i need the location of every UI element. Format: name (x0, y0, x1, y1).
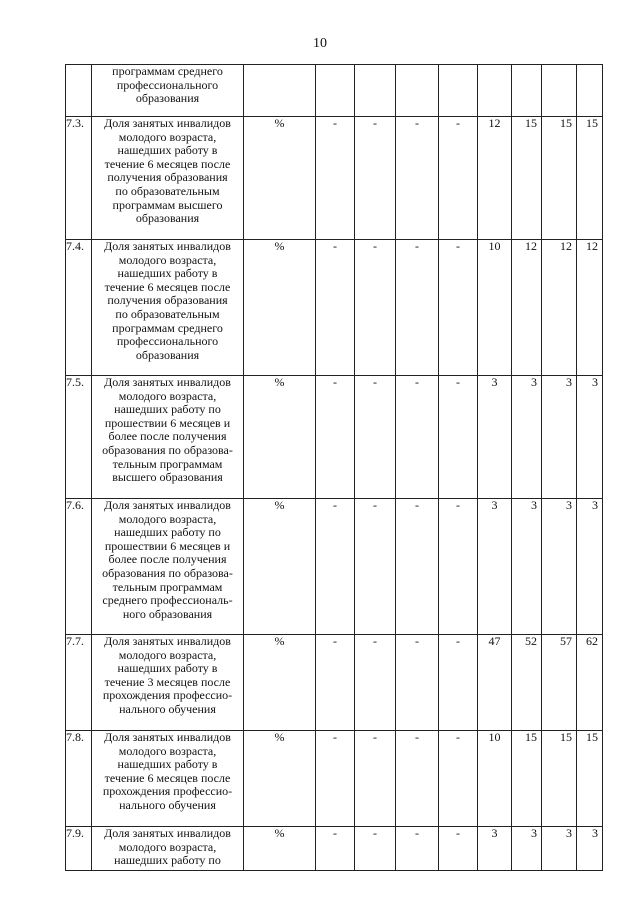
indicator-name-text: Доля занятых инвалидов молодого возраста, нашедших работу в течение 6 месяцев после получения образования по образовательным программам среднего профессионального образования (104, 239, 231, 362)
unit-cell (244, 635, 316, 731)
value-cell (542, 117, 577, 240)
row-number (66, 240, 92, 376)
row-number-text: 7.8. (66, 730, 84, 744)
value-cell-text: 15 (525, 116, 537, 130)
dash-cell-text: - (456, 239, 460, 253)
value-cell (577, 731, 603, 827)
value-cell-text: 12 (488, 116, 501, 130)
table-row (66, 117, 603, 240)
unit-cell (244, 376, 316, 499)
row-number-text: 7.4. (66, 239, 84, 253)
indicator-name (92, 731, 244, 827)
value-cell-text: 12 (525, 239, 537, 253)
value-cell (512, 499, 542, 635)
value-cell-text: 3 (592, 498, 598, 512)
dash-cell-text: - (415, 239, 419, 253)
dash-cell (316, 65, 355, 117)
indicator-name (92, 240, 244, 376)
page-number: 10 (313, 36, 327, 51)
unit-cell-text: % (274, 375, 285, 389)
dash-cell-text: - (456, 116, 460, 130)
dash-cell (439, 731, 478, 827)
dash-cell (316, 117, 355, 240)
dash-cell-text: - (333, 826, 337, 840)
dash-cell-text: - (373, 116, 377, 130)
dash-cell-text: - (333, 730, 337, 744)
row-number (66, 499, 92, 635)
dash-cell (355, 635, 396, 731)
dash-cell (396, 240, 439, 376)
dash-cell (439, 635, 478, 731)
unit-cell-text: % (274, 239, 285, 253)
value-cell-text: 10 (488, 239, 501, 253)
indicator-name-text: Доля занятых инвалидов молодого возраста, нашедших работу по прошествии 6 месяцев и более после получения образования по образова- тельным программам высшего образования (102, 375, 233, 485)
unit-cell-text: % (274, 730, 285, 744)
indicator-name-text: Доля занятых инвалидов молодого возраста, нашедших работу в течение 3 месяцев после прохождения профессио- нального обучения (102, 634, 233, 716)
value-cell-text: 3 (491, 826, 498, 840)
dash-cell-text: - (415, 826, 419, 840)
value-cell (577, 827, 603, 871)
value-cell (478, 240, 512, 376)
indicator-name (92, 376, 244, 499)
dash-cell (355, 499, 396, 635)
unit-cell (244, 65, 316, 117)
row-number (66, 731, 92, 827)
value-cell (542, 635, 577, 731)
dash-cell (316, 635, 355, 731)
value-cell (577, 635, 603, 731)
table-body (66, 65, 603, 871)
value-cell-text: 62 (586, 634, 598, 648)
indicator-name-text: Доля занятых инвалидов молодого возраста, нашедших работу по прошествии 6 месяцев и более после получения образования по образова- тельным программам среднего профессиональ- ного образования (102, 498, 233, 621)
value-cell-text: 3 (531, 498, 537, 512)
value-cell-text: 3 (531, 375, 537, 389)
value-cell (542, 827, 577, 871)
indicator-name-text: Доля занятых инвалидов молодого возраста, нашедших работу по (104, 826, 231, 868)
dash-cell-text: - (456, 375, 460, 389)
row-number (66, 117, 92, 240)
dash-cell-text: - (415, 375, 419, 389)
dash-cell-text: - (373, 375, 377, 389)
value-cell-text: 3 (491, 375, 498, 389)
dash-cell (439, 65, 478, 117)
unit-cell-text: % (274, 498, 285, 512)
value-cell (478, 65, 512, 117)
table-row (66, 499, 603, 635)
row-number (66, 635, 92, 731)
value-cell-text: 15 (560, 730, 572, 744)
table-row (66, 827, 603, 871)
value-cell (577, 117, 603, 240)
dash-cell (396, 499, 439, 635)
value-cell (478, 117, 512, 240)
value-cell (512, 376, 542, 499)
value-cell (542, 499, 577, 635)
unit-cell-text: % (274, 634, 285, 648)
value-cell (512, 65, 542, 117)
value-cell-text: 15 (525, 730, 537, 744)
value-cell-text: 3 (566, 498, 572, 512)
value-cell (512, 635, 542, 731)
dash-cell-text: - (373, 239, 377, 253)
dash-cell (316, 376, 355, 499)
indicator-name (92, 827, 244, 871)
unit-cell (244, 731, 316, 827)
value-cell (478, 635, 512, 731)
dash-cell-text: - (373, 498, 377, 512)
value-cell (542, 731, 577, 827)
dash-cell (396, 376, 439, 499)
table-row (66, 376, 603, 499)
value-cell (478, 499, 512, 635)
value-cell (577, 499, 603, 635)
dash-cell (355, 376, 396, 499)
dash-cell-text: - (415, 116, 419, 130)
row-number (66, 376, 92, 499)
value-cell-text: 3 (531, 826, 537, 840)
dash-cell (396, 65, 439, 117)
dash-cell-text: - (373, 826, 377, 840)
dash-cell (439, 827, 478, 871)
row-number-text: 7.9. (66, 826, 84, 840)
value-cell (478, 827, 512, 871)
dash-cell (396, 827, 439, 871)
unit-cell-text: % (274, 826, 285, 840)
value-cell (512, 117, 542, 240)
row-number (66, 827, 92, 871)
value-cell (542, 65, 577, 117)
dash-cell-text: - (415, 634, 419, 648)
value-cell-text: 10 (488, 730, 501, 744)
dash-cell (355, 731, 396, 827)
value-cell (478, 731, 512, 827)
table-row (66, 65, 603, 117)
row-number-text: 7.3. (66, 116, 84, 130)
value-cell-text: 3 (566, 826, 572, 840)
value-cell-text: 15 (560, 116, 572, 130)
dash-cell (355, 827, 396, 871)
value-cell (542, 376, 577, 499)
value-cell-text: 47 (488, 634, 501, 648)
value-cell-text: 3 (491, 498, 498, 512)
value-cell-text: 15 (586, 116, 598, 130)
value-cell-text: 3 (592, 375, 598, 389)
indicator-name (92, 117, 244, 240)
value-cell (542, 240, 577, 376)
dash-cell-text: - (333, 498, 337, 512)
unit-cell-text: % (274, 116, 285, 130)
row-number-text: 7.7. (66, 634, 84, 648)
indicator-table (65, 64, 603, 871)
value-cell (512, 731, 542, 827)
unit-cell (244, 240, 316, 376)
dash-cell (316, 827, 355, 871)
table-row (66, 635, 603, 731)
unit-cell (244, 499, 316, 635)
indicator-name-text: Доля занятых инвалидов молодого возраста, нашедших работу в течение 6 месяцев после получения образования по образовательным программам высшего образования (104, 116, 231, 226)
dash-cell-text: - (456, 730, 460, 744)
dash-cell-text: - (333, 634, 337, 648)
dash-cell-text: - (456, 634, 460, 648)
row-number (66, 65, 92, 117)
dash-cell-text: - (456, 498, 460, 512)
dash-cell-text: - (373, 730, 377, 744)
dash-cell (355, 117, 396, 240)
value-cell-text: 57 (560, 634, 572, 648)
dash-cell (316, 731, 355, 827)
dash-cell-text: - (456, 826, 460, 840)
value-cell (512, 827, 542, 871)
value-cell (512, 240, 542, 376)
table-row (66, 731, 603, 827)
value-cell-text: 52 (525, 634, 537, 648)
dash-cell (355, 65, 396, 117)
value-cell-text: 3 (592, 826, 598, 840)
dash-cell (439, 499, 478, 635)
table-row (66, 240, 603, 376)
dash-cell-text: - (415, 498, 419, 512)
value-cell (577, 376, 603, 499)
dash-cell (439, 117, 478, 240)
value-cell-text: 12 (560, 239, 572, 253)
dash-cell-text: - (415, 730, 419, 744)
unit-cell (244, 117, 316, 240)
value-cell-text: 3 (566, 375, 572, 389)
dash-cell (396, 731, 439, 827)
dash-cell-text: - (373, 634, 377, 648)
dash-cell (396, 635, 439, 731)
value-cell (478, 376, 512, 499)
dash-cell (316, 240, 355, 376)
indicator-name (92, 65, 244, 117)
row-number-text: 7.5. (66, 375, 84, 389)
value-cell-text: 15 (586, 730, 598, 744)
dash-cell (439, 376, 478, 499)
dash-cell (316, 499, 355, 635)
dash-cell-text: - (333, 239, 337, 253)
indicator-name-text: Доля занятых инвалидов молодого возраста, нашедших работу в течение 6 месяцев после прохождения профессио- нального обучения (102, 730, 233, 812)
unit-cell (244, 827, 316, 871)
value-cell (577, 240, 603, 376)
indicator-name (92, 499, 244, 635)
dash-cell (396, 117, 439, 240)
value-cell (577, 65, 603, 117)
value-cell-text: 12 (586, 239, 598, 253)
dash-cell (439, 240, 478, 376)
row-number-text: 7.6. (66, 498, 84, 512)
dash-cell-text: - (333, 375, 337, 389)
dash-cell-text: - (333, 116, 337, 130)
indicator-name (92, 635, 244, 731)
indicator-name-text: программам среднего профессионального образования (112, 64, 223, 106)
dash-cell (355, 240, 396, 376)
